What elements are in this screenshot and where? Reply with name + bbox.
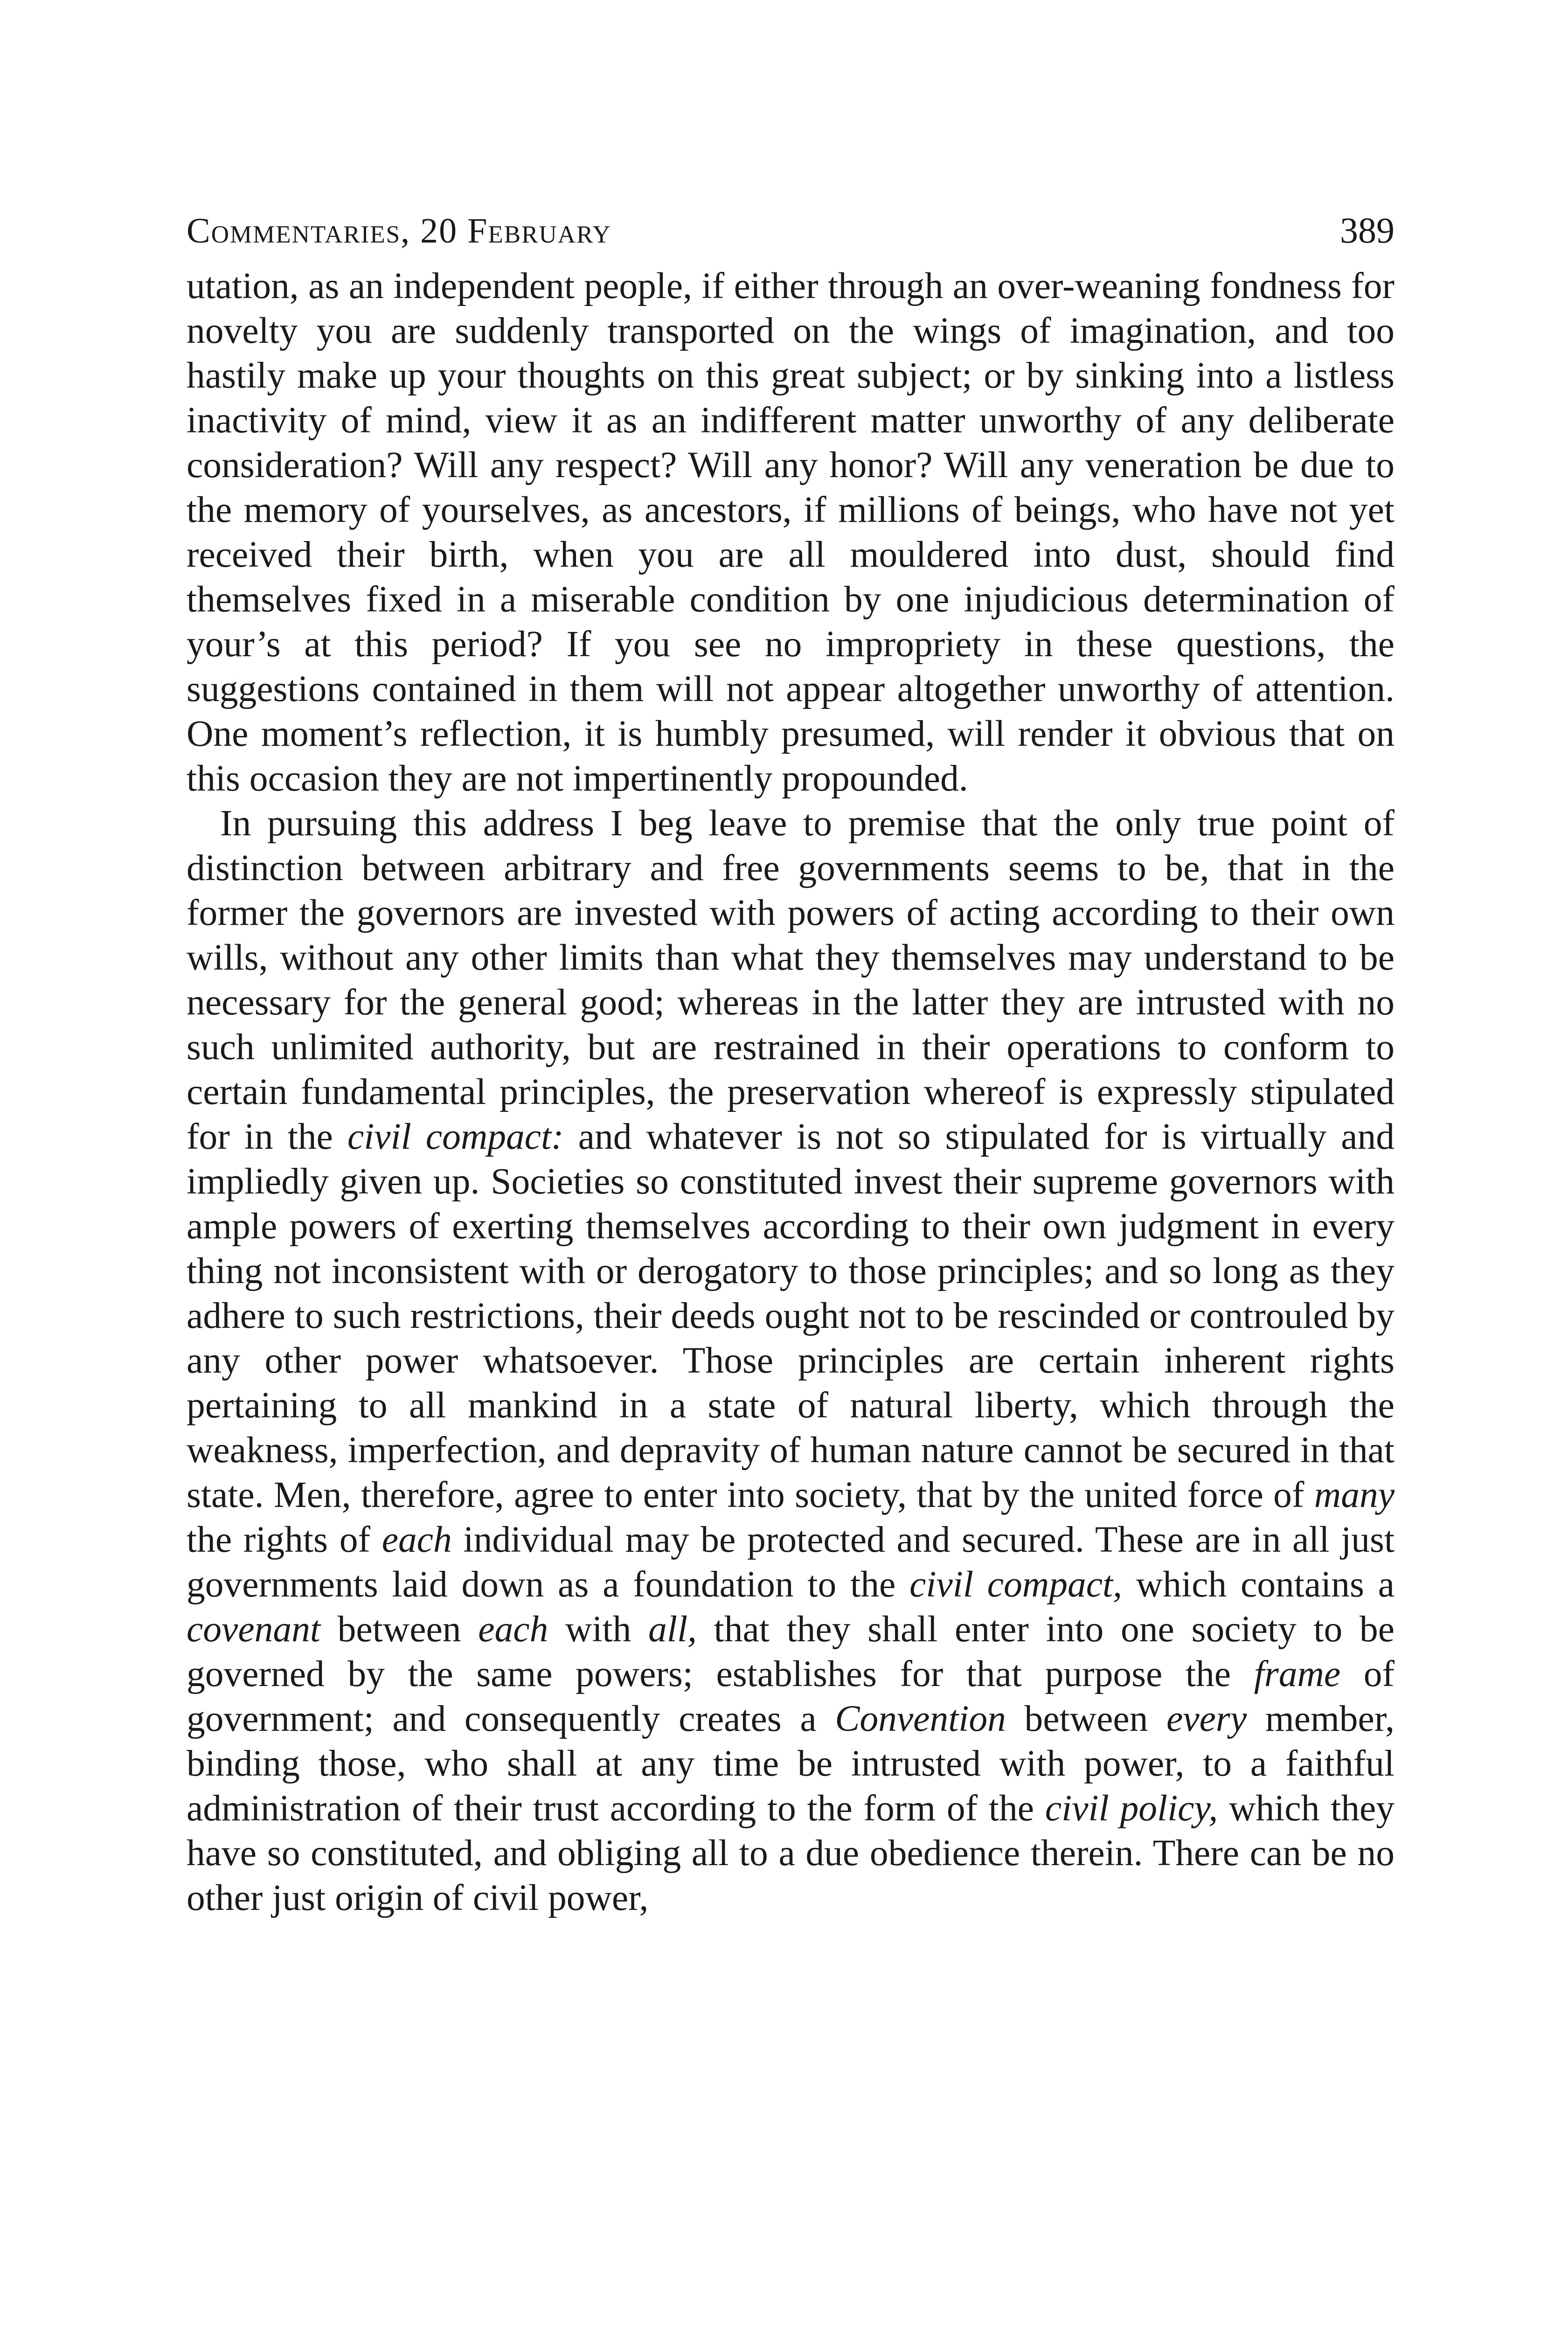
document-page [187, 212, 1395, 1920]
body-text [187, 264, 1395, 1920]
running-head [187, 212, 1395, 250]
running-head-title: Commentaries, 20 February [187, 211, 611, 250]
paragraph-1: utation, as an independent people, if either through an over-weaning fondness for novelty you are suddenly transported on the wings of imagination, and too hastily make up your thoughts on this great subject; or by sinking into a listless inactivity of mind, view it as an indifferent matter unworthy of any deliberate consideration? Will any respect? Will any honor? Will any veneration be due to the memory of yourselves, as ancestors, if millions of beings, who have not yet received their birth, when you are all mouldered into dust, should find themselves fixed in a miserable condition by one injudicious determination of your’s at this period? If you see no impropriety in these questions, the suggestions contained in them will not appear altogether unworthy of attention. One moment’s reflection, it is humbly presumed, will render it obvious that on this occasion they are not impertinently propounded. [187, 265, 1395, 799]
p2-text-8: that they shall enter into one society to be governed by the same powers; establishes for that purpose the [187, 1609, 1395, 1694]
paragraph-2 [187, 801, 1395, 1920]
p2-italic-convention: Convention [835, 1698, 1006, 1739]
p2-text-12: which they have so constituted, and obliging all to a due obedience therein. There can be no other just origin of civil power, [187, 1788, 1395, 1918]
p2-italic-civil-policy: civil policy, [1045, 1788, 1218, 1829]
p2-italic-covenant: covenant [187, 1609, 320, 1650]
p2-text-6: between [337, 1609, 461, 1650]
p2-italic-all: all, [648, 1609, 697, 1650]
p2-text-5: which contains a [1136, 1564, 1395, 1605]
p2-text-2: and whatever is not so stipulated for is virtually and impliedly given up. Societies so constituted invest their supreme governors with ample powers of exerting themselves according to their own judgment in every thing not inconsistent with or derogatory to those principles; and so long as they adhere to such restrictions, their deeds ought not to be rescinded or controuled by any other power whatsoever. Those principles are certain inherent rights pertaining to all mankind in a state of natural liberty, which through the weakness, imperfection, and depravity of human nature cannot be secured in that state. Men, therefore, agree to enter into society, that by the united force of [187, 1116, 1395, 1515]
p2-italic-every: every [1166, 1698, 1247, 1739]
p2-text-1: In pursuing this address I beg leave to premise that the only true point of distinction between arbitrary and free governments seems to be, that in the former the governors are invested with powers of acting according to their own wills, without any other limits than what they themselves may understand to be necessary for the general good; whereas in the latter they are intrusted with no such unlimited authority, but are restrained in their operations to conform to certain fundamental principles, the preservation whereof is expressly stipulated for in the [187, 803, 1395, 1157]
p2-text-3: the rights of [187, 1519, 370, 1560]
p2-text-9: of government; and consequently creates a [187, 1653, 1395, 1739]
p2-text-11: member, binding those, who shall at any time be intrusted with power, to a faithful administration of their trust according to the form of the [187, 1698, 1395, 1829]
p2-text-4: individual may be protected and secured. These are in all just governments laid down as a foundation to the [187, 1519, 1395, 1605]
p2-italic-civil-compact: civil compact: [347, 1116, 564, 1157]
p2-italic-each: each [382, 1519, 452, 1560]
p2-text-7: with [565, 1609, 631, 1650]
p2-text-10: between [1024, 1698, 1148, 1739]
p2-italic-many: many [1314, 1474, 1395, 1515]
page-number: 389 [1340, 210, 1395, 250]
p2-italic-frame: frame [1254, 1653, 1341, 1694]
p2-italic-each-2: each [478, 1609, 548, 1650]
p2-italic-civil-compact-2: civil compact, [909, 1564, 1122, 1605]
